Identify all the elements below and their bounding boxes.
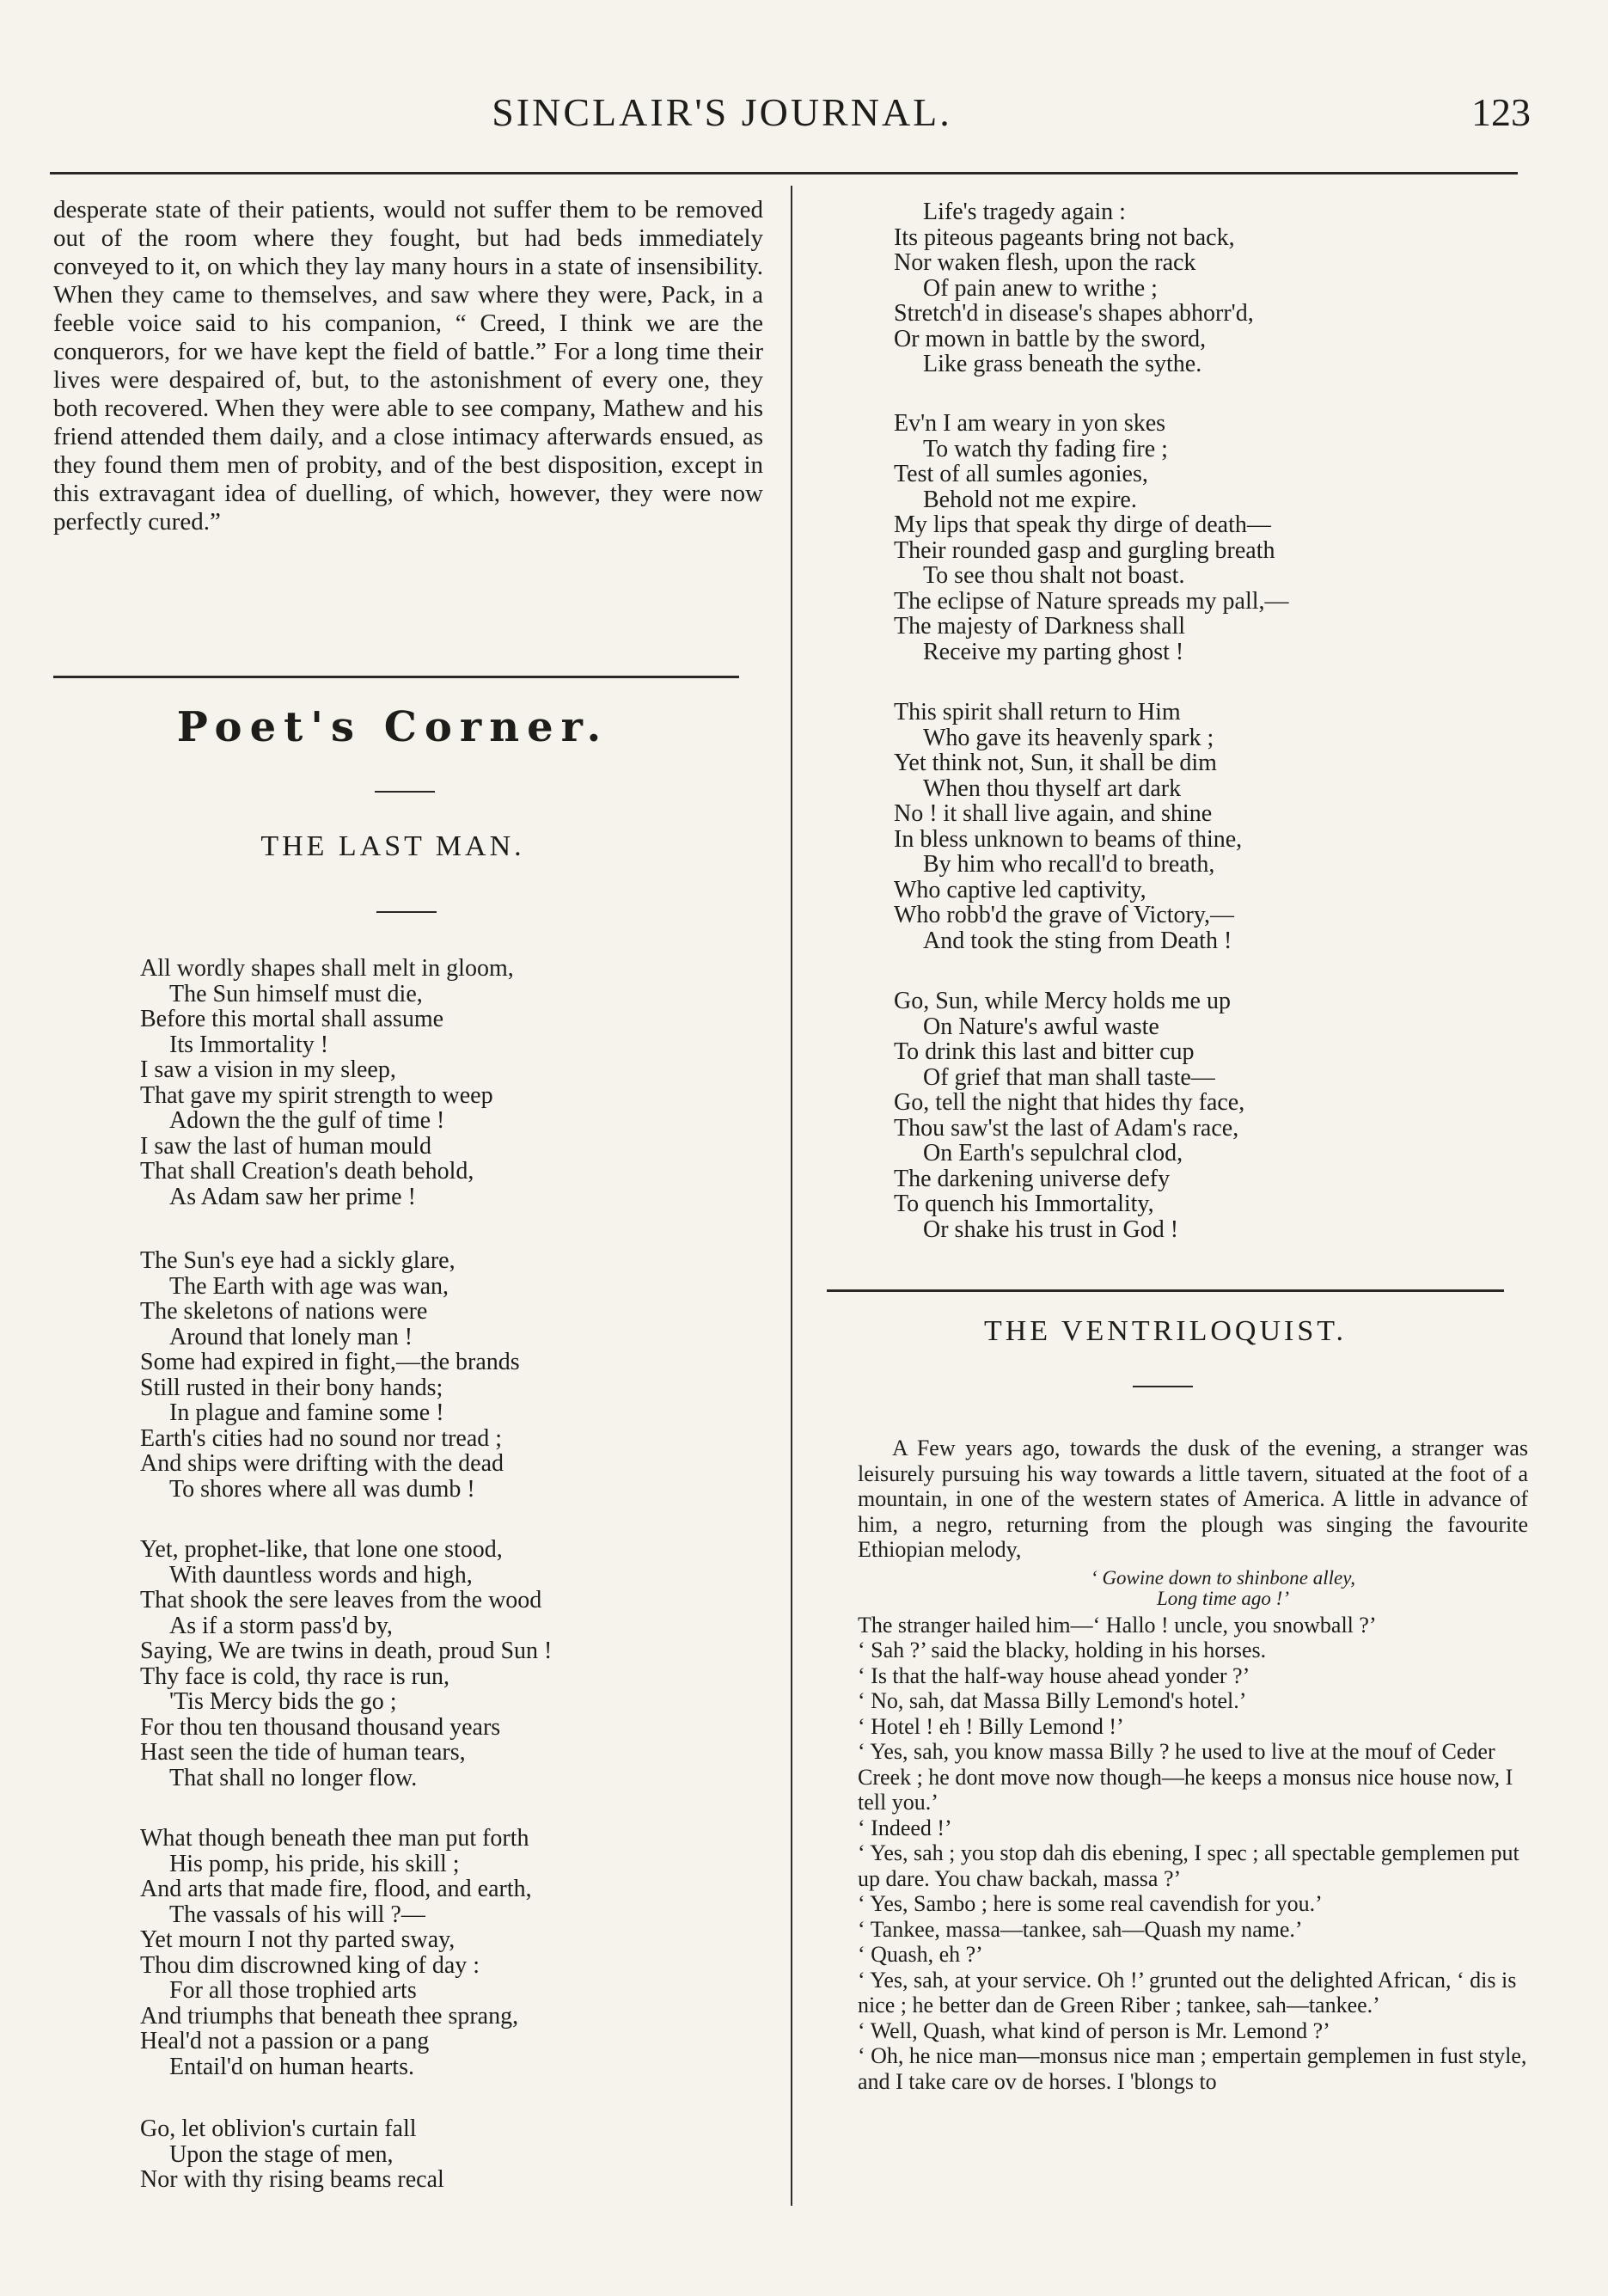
poem-line: The Sun himself must die, [169,980,423,1007]
poem-line: Nor waken flesh, upon the rack [894,249,1196,276]
poem-line: When thou thyself art dark [923,775,1182,802]
poem-line: Yet mourn I not thy parted sway, [140,1926,455,1953]
poem-line: Its piteous pageants bring not back, [894,223,1235,251]
column-divider [791,186,792,2206]
dialogue-line: ‘ Oh, he nice man—monsus nice man ; empertain gemplemen in fust style, and I take care ov de horses. I 'blongs to [858,2043,1527,2094]
poem-line: With dauntless words and high, [169,1561,473,1589]
poem-line: I saw the last of human mould [140,1132,432,1160]
poem-line: Of grief that man shall taste— [923,1063,1215,1091]
dialogue-line: ‘ No, sah, dat Massa Billy Lemond's hotel.’ [858,1688,1247,1713]
poem-line: Yet, prophet-like, that lone one stood, [140,1536,503,1563]
poem-line: The vassals of his will ?— [169,1901,425,1928]
poem-line: His pomp, his pride, his skill ; [169,1850,460,1877]
header-rule [50,172,1518,174]
dialogue-line: ‘ Tankee, massa—tankee, sah—Quash my name.’ [858,1916,1303,1942]
poem-line: In plague and famine some ! [169,1399,444,1426]
poem-line: Go, tell the night that hides thy face, [894,1089,1245,1116]
poem-line: In bless unknown to beams of thine, [894,825,1243,853]
poem-line: Receive my parting ghost ! [923,638,1184,665]
dialogue-line: ‘ Indeed !’ [858,1815,952,1840]
short-divider [376,911,437,913]
page-header [0,0,1608,172]
poem-line: Ev'n I am weary in yon skes [894,410,1166,437]
poem-line: To quench his Immortality, [894,1191,1154,1217]
poem-line: And triumphs that beneath thee sprang, [140,2002,519,2030]
poem-stanza [894,700,1242,953]
poem-line: Yet think not, Sun, it shall be dim [894,750,1217,776]
poem-line: For thou ten thousand thousand years [140,1713,501,1741]
poem-line: Upon the stage of men, [169,2140,394,2168]
poem-line: That shook the sere leaves from the wood [140,1587,542,1613]
poem-line: Test of all sumles agonies, [894,461,1148,487]
poem-line: By him who recall'd to breath, [923,851,1215,878]
poem-line: Saying, We are twins in death, proud Sun ! [140,1638,553,1664]
poem-stanza [140,1248,520,1502]
poem-line: The Sun's eye had a sickly glare, [140,1247,455,1274]
poem-line: Who captive led captivity, [894,876,1146,903]
poem-line: No ! it shall live again, and shine [894,800,1213,827]
poem-title: THE LAST MAN. [260,830,525,862]
poem-line: As Adam saw her prime ! [169,1183,416,1210]
poem-line: For all those trophied arts [169,1977,417,2004]
poem-line: On Nature's awful waste [923,1013,1159,1040]
poem-line: Go, let oblivion's curtain fall [140,2115,417,2142]
poem-line: Its Immortality ! [169,1031,329,1058]
short-divider [375,791,435,793]
poem-line: Life's tragedy again : [923,199,1126,225]
poem-line: The darkening universe defy [894,1165,1171,1192]
poem-line: The Earth with age was wan, [169,1272,449,1300]
poem-line: My lips that speak thy dirge of death— [894,511,1271,538]
poem-line: Or mown in battle by the sword, [894,325,1207,352]
poem-line: And arts that made fire, flood, and earth, [140,1876,532,1902]
poem-line: Like grass beneath the sythe. [923,351,1202,377]
poem-line: To shores where all was dumb ! [169,1475,475,1503]
poets-corner-heading: Poet's Corner. [176,703,609,751]
poem-stanza [140,956,514,1209]
poem-line: As if a storm pass'd by, [169,1612,393,1639]
poem-line: Thou dim discrowned king of day : [140,1951,480,1979]
song-quote [858,1568,1528,1609]
poem-line: Earth's cities had no sound nor tread ; [140,1424,503,1452]
song-line: ‘ Gowine down to shinbone alley, [1091,1566,1355,1589]
short-divider [1133,1386,1193,1387]
poem-line: That gave my spirit strength to weep [140,1081,493,1109]
dialogue-line: ‘ Is that the half-way house ahead yonder ?’ [858,1662,1250,1688]
poem-stanza [894,989,1244,1242]
section-divider [53,676,739,678]
poem-line: Heal'd not a passion or a pang [140,2028,430,2054]
poem-line: Of pain anew to writhe ; [923,274,1158,302]
poem-stanza [140,2116,444,2193]
poem-stanza [894,199,1254,377]
poem-line: Behold not me expire. [923,486,1137,513]
poem-line: Before this mortal shall assume [140,1006,444,1032]
dialogue-line: ‘ Well, Quash, what kind of person is Mr. Lemond ?’ [858,2017,1330,2043]
poem-line: Their rounded gasp and gurgling breath [894,536,1275,564]
article-intro: A Few years ago, towards the dusk of the evening, a stranger was leisurely pursuing his way towards a little tavern, situated at the foot of a mountain, in one of the western states of America. A little in advance of him, a negro, returning from the plough was singing the favourite Ethiopian melody, [858,1436,1528,1562]
poem-line: Around that lonely man ! [169,1323,413,1350]
poem-line: All wordly shapes shall melt in gloom, [140,955,514,982]
dialogue-line: ‘ Yes, Sambo ; here is some real cavendish for you.’ [858,1891,1323,1916]
poem-line: Who gave its heavenly spark ; [923,724,1214,751]
section-divider [827,1289,1504,1292]
poem-line: I saw a vision in my sleep, [140,1056,396,1083]
poem-line: Hast seen the tide of human tears, [140,1739,466,1766]
dialogue [858,1613,1528,2095]
poem-line: Nor with thy rising beams recal [140,2166,444,2193]
poem-line: The eclipse of Nature spreads my pall,— [894,587,1289,615]
poem-line: The majesty of Darkness shall [894,613,1186,640]
poem-line: To watch thy fading fire ; [923,435,1168,462]
poem-line: Adown the the gulf of time ! [169,1107,445,1134]
poem-line: Stretch'd in disease's shapes abhorr'd, [894,300,1254,327]
dialogue-line: ‘ Yes, sah, at your service. Oh !’ grunted out the delighted African, ‘ dis is nice ; he better dan de Green Riber ; tankee, sah—tankee.’ [858,1967,1517,2017]
dialogue-line: ‘ Sah ?’ said the blacky, holding in his horses. [858,1638,1267,1662]
ventriloquist-article [858,1436,1528,2094]
poem-line: Entail'd on human hearts. [169,2053,414,2080]
poem-line: 'Tis Mercy bids the go ; [169,1688,397,1715]
poem-line: And ships were drifting with the dead [140,1450,504,1477]
poem-line: On Earth's sepulchral clod, [923,1140,1183,1166]
dialogue-line: ‘ Yes, sah ; you stop dah dis ebening, I spec ; all spectable gemplemen put up dare. You chaw backah, massa ?’ [858,1840,1519,1891]
poem-stanza [140,1826,532,2079]
poem-line: Who robb'd the grave of Victory,— [894,902,1235,928]
poem-line: To drink this last and bitter cup [894,1038,1195,1065]
poem-line: Thou saw'st the last of Adam's race, [894,1114,1239,1142]
dialogue-line: ‘ Quash, eh ?’ [858,1942,983,1967]
poem-line: The skeletons of nations were [140,1298,428,1325]
poem-line: Some had expired in fight,—the brands [140,1349,520,1375]
poem-line: Still rusted in their bony hands; [140,1374,443,1401]
poem-line: That shall no longer flow. [169,1764,418,1791]
poem-line: This spirit shall return to Him [894,699,1181,726]
poem-line: Thy face is cold, thy race is run, [140,1662,449,1690]
poem-line: That shall Creation's death behold, [140,1158,474,1185]
journal-title: SINCLAIR'S JOURNAL. [492,90,952,134]
poem-line: To see thou shalt not boast. [923,562,1185,589]
poem-line: And took the sting from Death ! [923,927,1232,954]
dialogue-line: The stranger hailed him—‘ Hallo ! uncle, you snowball ?’ [858,1612,1377,1638]
dialogue-line: ‘ Yes, sah, you know massa Billy ? he used to live at the mouf of Ceder Creek ; he dont move now though—he keeps a monsus nice house now, I tell you.’ [858,1739,1513,1815]
dialogue-line: ‘ Hotel ! eh ! Billy Lemond !’ [858,1713,1124,1739]
song-line: Long time ago !’ [1157,1587,1289,1609]
page-number: 123 [1471,90,1531,134]
poem-stanza [894,411,1289,664]
poem-stanza [140,1537,552,1791]
poem-line: Or shake his trust in God ! [923,1215,1179,1243]
duel-story-conclusion: desperate state of their patients, would not suffer them to be removed out of the room where they fought, but had beds immediately conveyed to it, on which they lay many hours in a state of insensibility. When they came to themselves, and saw where they were, Pack, in a feeble voice said to his companion, “ Creed, I think we are the conquerors, for we have kept the field of battle.” For a long time their lives were despaired of, but, to the astonishment of every one, they both recovered. When they were able to see company, Mathew and his friend attended them daily, and a close intimacy afterwards ensued, as they found them men of probity, and of the best disposition, except in this extravagant idea of duelling, of which, however, they were now perfectly cured.” [53,196,763,536]
article-title: THE VENTRILOQUIST. [983,1315,1348,1347]
poem-line: Go, Sun, while Mercy holds me up [894,988,1231,1014]
poem-line: What though beneath thee man put forth [140,1825,529,1852]
